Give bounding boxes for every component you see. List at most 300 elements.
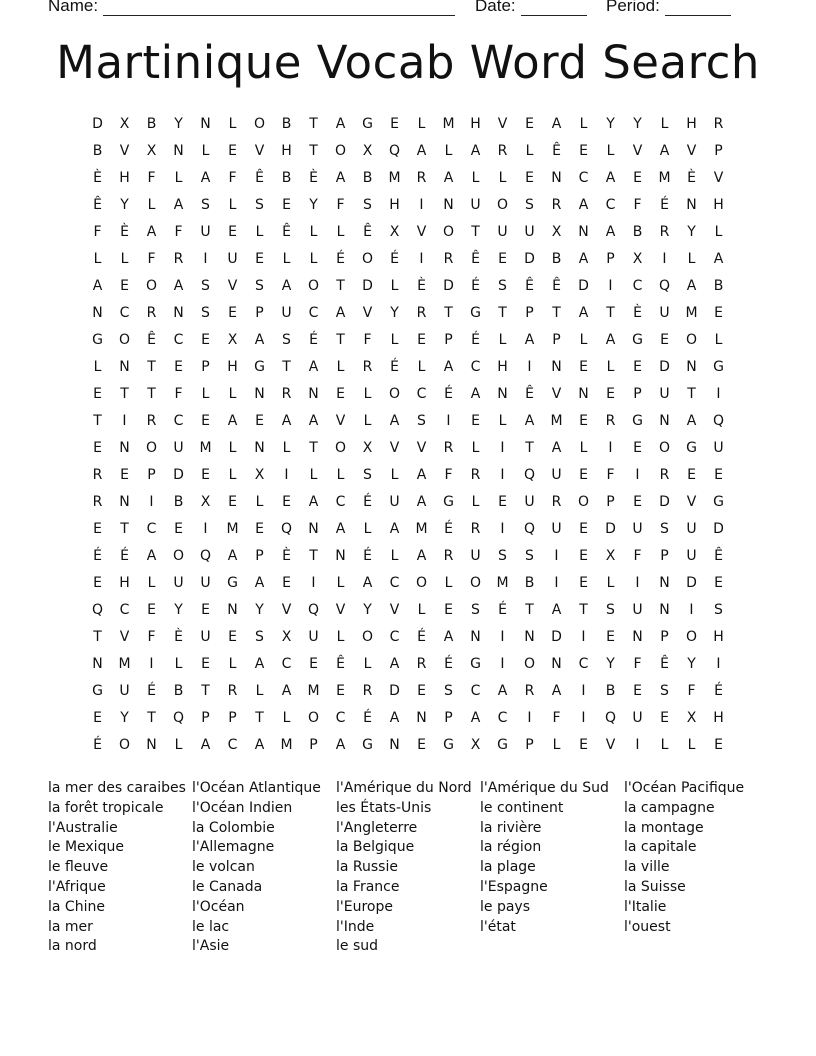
grid-letter[interactable]: T [120,521,129,537]
grid-letter[interactable]: G [470,305,481,321]
grid-letter[interactable]: E [660,332,669,348]
grid-letter[interactable]: E [579,143,588,159]
grid-letter[interactable]: Q [91,602,104,618]
grid-letter[interactable]: U [173,575,184,591]
grid-letter[interactable]: B [173,683,184,699]
grid-letter[interactable]: R [92,494,103,510]
grid-letter[interactable]: P [201,359,210,375]
grid-letter[interactable]: E [120,467,129,483]
grid-letter[interactable]: E [201,656,210,672]
grid-letter[interactable]: E [633,494,642,510]
grid-letter[interactable]: V [605,737,616,753]
grid-letter[interactable]: L [282,440,291,456]
grid-letter[interactable]: R [443,548,454,564]
grid-letter[interactable]: V [389,602,400,618]
grid-letter[interactable]: R [551,494,562,510]
grid-letter[interactable]: C [173,332,184,348]
grid-letter[interactable]: E [498,494,507,510]
grid-letter[interactable]: S [471,602,480,618]
grid-letter[interactable]: É [363,494,372,510]
grid-letter[interactable]: X [632,251,643,267]
grid-letter[interactable]: N [659,413,670,429]
grid-letter[interactable]: F [147,629,156,645]
grid-letter[interactable]: O [118,332,131,348]
grid-letter[interactable]: R [443,251,454,267]
grid-letter[interactable]: U [524,224,535,240]
grid-letter[interactable]: E [93,521,102,537]
grid-letter[interactable]: I [608,278,613,294]
grid-letter[interactable]: L [228,116,237,132]
grid-letter[interactable]: E [633,170,642,186]
grid-letter[interactable]: L [417,602,426,618]
grid-letter[interactable]: É [147,683,156,699]
grid-letter[interactable]: Y [363,602,372,618]
grid-letter[interactable]: G [443,494,454,510]
grid-letter[interactable]: E [390,116,399,132]
grid-letter[interactable]: È [174,629,183,645]
grid-letter[interactable]: E [525,170,534,186]
grid-letter[interactable]: A [362,575,373,591]
grid-letter[interactable]: C [119,305,130,321]
grid-letter[interactable]: H [497,359,508,375]
grid-letter[interactable]: A [146,548,157,564]
grid-letter[interactable]: X [200,494,211,510]
grid-letter[interactable]: N [497,386,508,402]
grid-letter[interactable]: M [199,440,212,456]
grid-letter[interactable]: E [147,602,156,618]
grid-letter[interactable]: N [578,386,589,402]
grid-letter[interactable]: T [525,440,534,456]
grid-letter[interactable]: L [93,359,102,375]
grid-letter[interactable]: U [227,251,238,267]
grid-letter[interactable]: V [335,413,346,429]
grid-letter[interactable]: E [201,332,210,348]
grid-letter[interactable]: E [120,278,129,294]
grid-letter[interactable]: È [93,170,102,186]
grid-letter[interactable]: X [551,224,562,240]
grid-letter[interactable]: A [173,197,184,213]
grid-letter[interactable]: É [714,683,723,699]
grid-letter[interactable]: V [389,440,400,456]
grid-letter[interactable]: L [120,251,129,267]
grid-letter[interactable]: R [443,440,454,456]
grid-letter[interactable]: I [500,467,505,483]
grid-letter[interactable]: O [415,575,428,591]
grid-letter[interactable]: L [660,737,669,753]
grid-letter[interactable]: V [632,143,643,159]
grid-letter[interactable]: L [228,656,237,672]
grid-letter[interactable]: F [147,170,156,186]
grid-letter[interactable]: P [255,305,264,321]
grid-letter[interactable]: É [471,332,480,348]
grid-letter[interactable]: L [228,197,237,213]
grid-letter[interactable]: Q [172,710,185,726]
grid-letter[interactable]: R [173,251,184,267]
grid-letter[interactable]: H [713,710,724,726]
grid-letter[interactable]: C [335,494,346,510]
grid-letter[interactable]: É [93,548,102,564]
grid-letter[interactable]: B [281,170,292,186]
grid-letter[interactable]: P [525,305,534,321]
grid-letter[interactable]: L [498,170,507,186]
grid-letter[interactable]: A [308,413,319,429]
grid-letter[interactable]: R [416,170,427,186]
grid-letter[interactable]: F [147,251,156,267]
grid-letter[interactable]: P [309,737,318,753]
grid-letter[interactable]: X [686,710,697,726]
grid-letter[interactable]: D [551,629,562,645]
grid-letter[interactable]: V [686,494,697,510]
grid-letter[interactable]: G [362,116,373,132]
grid-letter[interactable]: E [444,602,453,618]
grid-letter[interactable]: O [577,494,590,510]
grid-letter[interactable]: V [335,602,346,618]
grid-letter[interactable]: É [417,629,426,645]
grid-letter[interactable]: C [146,521,157,537]
grid-letter[interactable]: L [471,170,480,186]
grid-letter[interactable]: H [470,116,481,132]
grid-letter[interactable]: U [470,197,481,213]
grid-letter[interactable]: I [527,710,532,726]
grid-letter[interactable]: P [525,737,534,753]
grid-letter[interactable]: T [255,710,264,726]
grid-letter[interactable]: U [551,467,562,483]
grid-letter[interactable]: R [281,386,292,402]
grid-letter[interactable]: L [606,143,615,159]
grid-letter[interactable]: L [714,224,723,240]
grid-letter[interactable]: L [147,575,156,591]
grid-letter[interactable]: R [227,683,238,699]
grid-letter[interactable]: L [336,575,345,591]
grid-letter[interactable]: F [174,224,183,240]
grid-letter[interactable]: N [173,143,184,159]
grid-letter[interactable]: L [255,224,264,240]
grid-letter[interactable]: A [173,278,184,294]
grid-letter[interactable]: E [174,521,183,537]
grid-letter[interactable]: I [689,602,694,618]
grid-letter[interactable]: I [149,656,154,672]
grid-letter[interactable]: L [174,737,183,753]
grid-letter[interactable]: L [498,413,507,429]
grid-letter[interactable]: A [389,656,400,672]
grid-letter[interactable]: N [173,305,184,321]
grid-letter[interactable]: D [713,521,724,537]
grid-letter[interactable]: L [174,170,183,186]
grid-letter[interactable]: F [174,386,183,402]
grid-letter[interactable]: É [498,602,507,618]
grid-letter[interactable]: N [686,197,697,213]
grid-letter[interactable]: U [713,440,724,456]
grid-letter[interactable]: L [147,197,156,213]
grid-letter[interactable]: L [255,683,264,699]
grid-letter[interactable]: L [687,737,696,753]
grid-letter[interactable]: X [146,143,157,159]
grid-letter[interactable]: I [500,521,505,537]
grid-letter[interactable]: O [469,575,482,591]
grid-letter[interactable]: A [605,170,616,186]
grid-letter[interactable]: L [201,143,210,159]
period-field[interactable] [606,0,731,16]
grid-letter[interactable]: A [146,224,157,240]
grid-letter[interactable]: A [200,737,211,753]
grid-letter[interactable]: R [146,305,157,321]
grid-letter[interactable]: L [363,521,372,537]
grid-letter[interactable]: E [579,548,588,564]
grid-letter[interactable]: S [660,683,669,699]
grid-letter[interactable]: H [119,575,130,591]
grid-letter[interactable]: Y [606,116,615,132]
grid-letter[interactable]: I [203,521,208,537]
grid-letter[interactable]: X [605,548,616,564]
grid-letter[interactable]: G [92,332,103,348]
grid-letter[interactable]: D [605,521,616,537]
grid-letter[interactable]: A [200,170,211,186]
grid-letter[interactable]: L [444,575,453,591]
grid-letter[interactable]: A [335,116,346,132]
grid-letter[interactable]: E [174,359,183,375]
grid-letter[interactable]: Ê [660,656,669,672]
grid-letter[interactable]: V [119,143,130,159]
grid-letter[interactable]: E [606,629,615,645]
grid-letter[interactable]: S [363,467,372,483]
grid-letter[interactable]: U [497,224,508,240]
grid-letter[interactable]: I [527,359,532,375]
grid-letter[interactable]: Q [280,521,293,537]
grid-letter[interactable]: I [500,629,505,645]
grid-letter[interactable]: M [388,170,401,186]
grid-letter[interactable]: T [336,332,345,348]
grid-letter[interactable]: L [363,386,372,402]
grid-letter[interactable]: E [228,629,237,645]
grid-letter[interactable]: U [470,548,481,564]
grid-letter[interactable]: H [389,197,400,213]
grid-letter[interactable]: E [579,521,588,537]
grid-letter[interactable]: E [282,494,291,510]
grid-letter[interactable]: S [363,197,372,213]
grid-letter[interactable]: H [227,359,238,375]
grid-letter[interactable]: D [524,251,535,267]
grid-letter[interactable]: M [118,656,131,672]
grid-letter[interactable]: X [227,332,238,348]
grid-letter[interactable]: P [147,467,156,483]
grid-letter[interactable]: O [253,116,266,132]
grid-letter[interactable]: N [686,359,697,375]
grid-letter[interactable]: I [311,575,316,591]
grid-letter[interactable]: È [309,170,318,186]
grid-letter[interactable]: F [552,710,561,726]
grid-letter[interactable]: L [579,440,588,456]
grid-letter[interactable]: N [254,440,265,456]
grid-letter[interactable]: M [280,737,293,753]
grid-letter[interactable]: F [444,467,453,483]
grid-letter[interactable]: S [444,683,453,699]
grid-letter[interactable]: I [500,656,505,672]
grid-letter[interactable]: T [525,602,534,618]
grid-letter[interactable]: E [633,683,642,699]
grid-letter[interactable]: A [335,170,346,186]
grid-letter[interactable]: G [686,440,697,456]
grid-letter[interactable]: F [687,683,696,699]
grid-letter[interactable]: D [362,278,373,294]
grid-letter[interactable]: R [551,197,562,213]
grid-letter[interactable]: L [525,143,534,159]
grid-letter[interactable]: A [227,413,238,429]
grid-letter[interactable]: E [579,413,588,429]
grid-letter[interactable]: S [201,197,210,213]
grid-letter[interactable]: Y [606,656,615,672]
grid-letter[interactable]: M [442,116,455,132]
grid-letter[interactable]: O [118,737,131,753]
grid-letter[interactable]: U [524,494,535,510]
grid-letter[interactable]: L [660,116,669,132]
grid-letter[interactable]: O [307,710,320,726]
grid-letter[interactable]: R [146,413,157,429]
grid-letter[interactable]: S [525,548,534,564]
grid-letter[interactable]: N [632,629,643,645]
grid-letter[interactable]: I [500,440,505,456]
grid-letter[interactable]: U [632,602,643,618]
grid-letter[interactable]: B [632,224,643,240]
grid-letter[interactable]: F [633,656,642,672]
grid-letter[interactable]: V [686,143,697,159]
grid-letter[interactable]: L [471,494,480,510]
grid-letter[interactable]: L [444,143,453,159]
grid-letter[interactable]: S [498,278,507,294]
grid-letter[interactable]: Q [388,143,401,159]
grid-letter[interactable]: O [685,629,698,645]
grid-letter[interactable]: T [120,386,129,402]
grid-letter[interactable]: L [336,629,345,645]
grid-letter[interactable]: A [227,548,238,564]
grid-letter[interactable]: L [390,278,399,294]
grid-letter[interactable]: B [551,251,562,267]
grid-letter[interactable]: L [93,251,102,267]
grid-letter[interactable]: L [579,332,588,348]
grid-letter[interactable]: E [417,683,426,699]
grid-letter[interactable]: L [390,467,399,483]
grid-letter[interactable]: D [173,467,184,483]
grid-letter[interactable]: A [416,548,427,564]
grid-letter[interactable]: E [417,332,426,348]
grid-letter[interactable]: U [659,386,670,402]
grid-letter[interactable]: P [552,332,561,348]
grid-letter[interactable]: Y [633,116,642,132]
grid-letter[interactable]: X [119,116,130,132]
grid-letter[interactable]: L [687,251,696,267]
grid-letter[interactable]: L [417,116,426,132]
grid-letter[interactable]: Q [523,467,536,483]
grid-letter[interactable]: O [307,278,320,294]
grid-letter[interactable]: D [389,683,400,699]
grid-letter[interactable]: Y [687,224,696,240]
grid-letter[interactable]: É [660,197,669,213]
grid-letter[interactable]: I [419,197,424,213]
grid-letter[interactable]: E [282,575,291,591]
grid-letter[interactable]: F [363,332,372,348]
grid-letter[interactable]: U [200,629,211,645]
grid-letter[interactable]: E [228,143,237,159]
grid-letter[interactable]: O [496,197,509,213]
grid-letter[interactable]: Y [687,656,696,672]
grid-letter[interactable]: E [687,467,696,483]
grid-letter[interactable]: S [282,332,291,348]
grid-letter[interactable]: T [93,413,102,429]
grid-letter[interactable]: X [389,224,400,240]
grid-letter[interactable]: F [606,467,615,483]
grid-letter[interactable]: A [578,251,589,267]
grid-letter[interactable]: G [632,332,643,348]
grid-letter[interactable]: S [525,197,534,213]
grid-letter[interactable]: Ê [282,224,291,240]
grid-letter[interactable]: I [149,494,154,510]
grid-letter[interactable]: T [309,116,318,132]
grid-letter[interactable]: Q [604,710,617,726]
grid-letter[interactable]: A [389,521,400,537]
grid-letter[interactable]: O [145,440,158,456]
grid-letter[interactable]: A [335,737,346,753]
grid-letter[interactable]: G [443,737,454,753]
grid-letter[interactable]: H [119,170,130,186]
grid-letter[interactable]: I [446,413,451,429]
grid-letter[interactable]: A [686,413,697,429]
grid-letter[interactable]: T [687,386,696,402]
name-blank-line[interactable] [103,0,455,16]
grid-letter[interactable]: B [605,683,616,699]
grid-letter[interactable]: O [658,440,671,456]
grid-letter[interactable]: G [470,656,481,672]
grid-letter[interactable]: H [281,143,292,159]
grid-letter[interactable]: E [714,737,723,753]
grid-letter[interactable]: L [606,575,615,591]
grid-letter[interactable]: A [92,278,103,294]
grid-letter[interactable]: M [550,413,563,429]
grid-letter[interactable]: Ê [93,197,102,213]
grid-letter[interactable]: V [254,143,265,159]
grid-letter[interactable]: T [309,143,318,159]
grid-letter[interactable]: A [254,656,265,672]
grid-letter[interactable]: T [552,305,561,321]
grid-letter[interactable]: L [309,467,318,483]
grid-letter[interactable]: E [93,710,102,726]
grid-letter[interactable]: I [284,467,289,483]
grid-letter[interactable]: L [390,332,399,348]
grid-letter[interactable]: L [390,548,399,564]
grid-letter[interactable]: I [608,440,613,456]
grid-letter[interactable]: S [606,602,615,618]
grid-letter[interactable]: A [551,683,562,699]
grid-letter[interactable]: F [336,197,345,213]
grid-letter[interactable]: N [578,224,589,240]
grid-letter[interactable]: Q [199,548,212,564]
grid-letter[interactable]: L [309,251,318,267]
grid-letter[interactable]: U [659,305,670,321]
grid-letter[interactable]: O [145,278,158,294]
grid-letter[interactable]: N [443,197,454,213]
grid-letter[interactable]: P [444,332,453,348]
grid-letter[interactable]: Ê [552,143,561,159]
grid-letter[interactable]: C [335,710,346,726]
grid-letter[interactable]: L [579,116,588,132]
grid-letter[interactable]: I [203,251,208,267]
grid-letter[interactable]: M [685,305,698,321]
grid-letter[interactable]: L [498,332,507,348]
grid-letter[interactable]: A [470,143,481,159]
grid-letter[interactable]: C [389,575,400,591]
grid-letter[interactable]: L [174,656,183,672]
grid-letter[interactable]: É [444,521,453,537]
grid-letter[interactable]: I [554,575,559,591]
grid-letter[interactable]: E [660,710,669,726]
